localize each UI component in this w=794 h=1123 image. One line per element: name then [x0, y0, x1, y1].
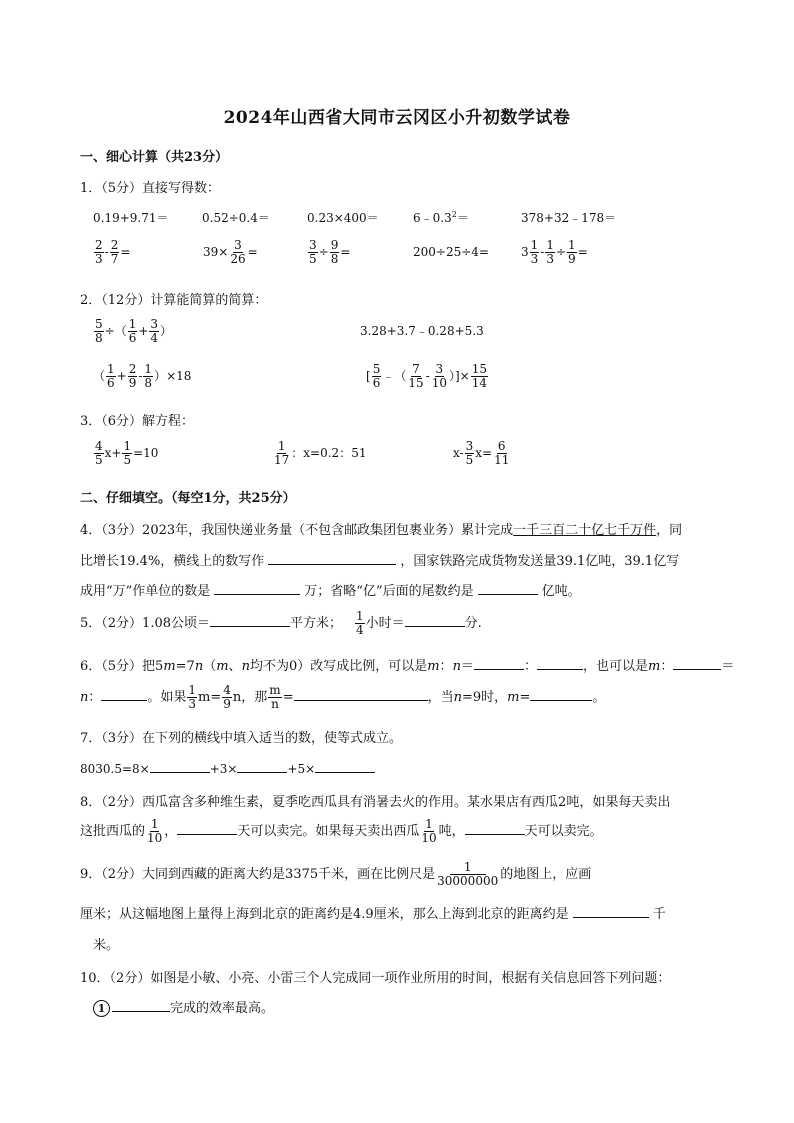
q8-line-1: 8．（2分）西瓜富含多种维生素，夏季吃西瓜具有消暑去火的作用。某水果店有西瓜2吨，如果每天卖出: [80, 795, 671, 810]
q4-blank-3[interactable]: [478, 582, 538, 595]
q4-line-3: 成用“万”作单位的数是 万；省略“亿”后面的尾数约是 亿吨。: [80, 584, 581, 599]
page-title: 2024年山西省大同市云冈区小升初数学试卷: [223, 108, 571, 128]
q2-expr-c: （ $\frac{1}{6}$ + $\frac{2}{9}$ - $\frac{1}{8}$ ）×18: [93, 362, 192, 390]
q3-equation-a: $\frac{4}{5}$ x+ $\frac{1}{5}$ =10: [95, 439, 159, 467]
circled-number-1: 1: [93, 1000, 110, 1017]
q3-equation-c: x- $\frac{3}{5}$ x= $\frac{6}{11}$: [453, 439, 510, 467]
q1-item-7: 39× $\frac{3}{26}$ =: [203, 238, 258, 266]
q1-item-1: 0.19+9.71＝: [93, 211, 169, 225]
q4-blank-2[interactable]: [214, 582, 300, 595]
q2-expr-a: $\frac{5}{8}$ ÷（ $\frac{1}{6}$ + $\frac{3}{4}$ ）: [95, 317, 173, 345]
q4-line-1: 4．（3分）2023年，我国快递业务量（不包含邮政集团包裹业务）累计完成一千三百二十亿七千万件，同: [80, 523, 683, 538]
q6-blank-2[interactable]: [537, 657, 583, 670]
q3-equation-b: $\frac{1}{17}$ ：x=0.2：51: [274, 439, 367, 467]
q8-blank-1[interactable]: [177, 822, 237, 835]
q8-line-2: 这批西瓜的 $\frac{1}{10}$ ， 天可以卖完。如果每天卖出西瓜 $\frac{1}{10}$ 吨， 天可以卖完。: [80, 817, 603, 845]
q1-item-5: 378+32﹣178＝: [521, 211, 617, 225]
q7-blank-1[interactable]: [150, 760, 210, 773]
q1-item-2: 0.52÷0.4＝: [202, 211, 270, 225]
q7-heading: 7．（3分）在下列的横线中填入适当的数，使等式成立。: [80, 731, 403, 746]
q9-blank-1[interactable]: [573, 905, 649, 918]
q2-expr-b: 3.28+3.7﹣0.28+5.3: [360, 324, 484, 338]
q1-item-3: 0.23×400＝: [307, 211, 379, 225]
q1-heading: 1．（5分）直接写得数：: [80, 181, 221, 196]
q9-line-2: 厘米；从这幅地图上量得上海到北京的距离约是4.9厘米，那么上海到北京的距离约是 千: [80, 907, 666, 922]
q3-heading: 3．（6分）解方程：: [80, 414, 195, 429]
q6-line-1: 6．（5分）把5m=7n（m、n均不为0）改写成比例，可以是m：n＝ ： ，也可以是m： ＝: [80, 659, 735, 674]
q5-line: 5．（2分）1.08公顷＝ 平方米； $\frac{1}{4}$ 小时＝ 分.: [80, 609, 482, 637]
q7-blank-2[interactable]: [237, 760, 287, 773]
q2-heading: 2．（12分）计算能简算的简算：: [80, 293, 268, 308]
q1-item-10: 3 $\frac{1}{3}$ - $\frac{1}{3}$ ÷ $\frac{1}{9}$ =: [521, 238, 588, 266]
section-1-heading: 一、细心计算（共23分）: [80, 150, 229, 165]
q6-line-2: n： 。如果 $\frac{1}{3}$ m= $\frac{4}{9}$ n，那 $\frac{m}{n}$ = ，当n=9时，m= 。: [80, 683, 606, 711]
q9-line-3: 米。: [93, 938, 120, 953]
q9-line-1: 9．（2分）大同到西藏的距离大约是3375千米，画在比例尺是 $\frac{1}{30000000}$ 的地图上，应画: [80, 860, 592, 888]
q1-item-4: $6﹣0.3^2=$: [413, 210, 469, 225]
q2-expr-d: [ $\frac{5}{6}$ ﹣（ $\frac{7}{15}$ - $\frac{3}{10}$ ）]× $\frac{15}{14}$: [366, 362, 487, 390]
q1-item-6: $\frac{2}{3}$ - $\frac{2}{7}$ =: [95, 238, 131, 266]
section-2-heading: 二、仔细填空。（每空1分，共25分）: [80, 491, 296, 506]
q10-subquestion-1: 1 完成的效率最高。: [93, 997, 274, 1017]
q6-blank-4[interactable]: [101, 688, 147, 701]
q5-blank-1[interactable]: [210, 614, 290, 627]
q6-blank-1[interactable]: [474, 657, 524, 670]
q6-blank-6[interactable]: [530, 688, 592, 701]
q4-line-2: 比增长19.4%，横线上的数写作 ，国家铁路完成货物发送量39.1亿吨，39.1亿写: [80, 554, 680, 569]
q4-blank-1[interactable]: [268, 552, 396, 565]
q7-blank-3[interactable]: [315, 760, 375, 773]
q1-item-8: $\frac{3}{5}$ ÷ $\frac{9}{8}$ =: [309, 238, 351, 266]
q6-blank-3[interactable]: [673, 657, 721, 670]
q1-item-9: 200÷25÷4=: [413, 245, 489, 259]
q8-blank-2[interactable]: [465, 822, 525, 835]
q7-equation: 8030.5=8× +3× +5×: [80, 760, 375, 776]
q6-blank-5[interactable]: [294, 688, 428, 701]
q10-heading: 10．（2分）如图是小敏、小亮、小雷三个人完成同一项作业所用的时间，根据有关信息回答下列问题：: [80, 971, 671, 986]
q5-blank-2[interactable]: [405, 614, 465, 627]
q10-blank-1[interactable]: [112, 999, 170, 1012]
